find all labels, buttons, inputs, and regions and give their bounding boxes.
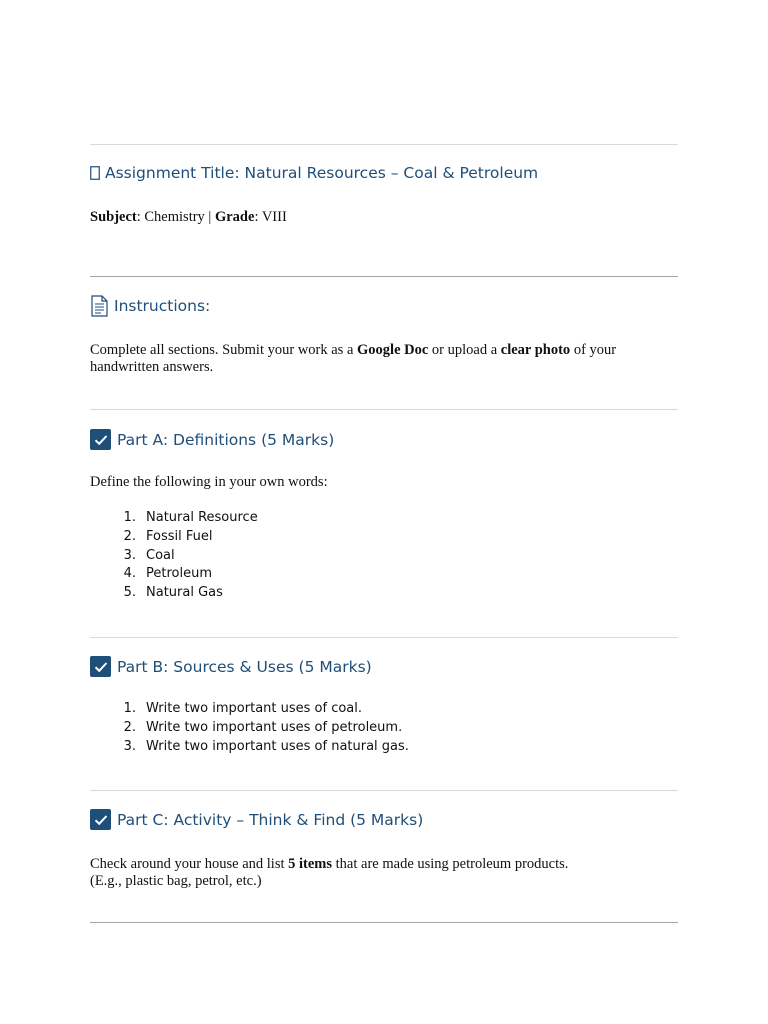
items-count-emphasis: 5 items <box>288 856 333 872</box>
document-icon <box>90 295 108 317</box>
grade-value: : VIII <box>254 209 287 225</box>
list-item: 4. Petroleum <box>112 565 258 584</box>
check-mark-icon <box>90 429 111 450</box>
list-item: 2. Write two important uses of petroleum. <box>112 719 409 738</box>
divider <box>90 790 678 791</box>
list-item-text: Fossil Fuel <box>146 528 213 544</box>
subject-grade-line <box>90 209 678 226</box>
divider <box>90 276 678 277</box>
list-item-text: Natural Gas <box>146 585 223 601</box>
divider <box>90 144 678 145</box>
part-a-list <box>112 509 258 603</box>
divider <box>90 637 678 638</box>
list-item-text: Write two important uses of natural gas. <box>146 738 409 754</box>
subject-label: Subject <box>90 209 137 225</box>
list-item-text: Write two important uses of petroleum. <box>146 719 403 735</box>
part-c-text-part: Check around your house and list <box>90 856 289 872</box>
list-item-text: Petroleum <box>146 566 212 582</box>
list-item: 3. Coal <box>112 547 258 566</box>
list-item: 2. Fossil Fuel <box>112 528 258 547</box>
check-mark-icon <box>90 809 111 830</box>
instructions-heading-text: Instructions: <box>114 297 211 315</box>
check-mark-icon <box>90 656 111 677</box>
part-c-line-1 <box>90 856 678 873</box>
list-item-text: Coal <box>146 547 175 563</box>
part-c-line-2: (E.g., plastic bag, petrol, etc.) <box>90 873 262 889</box>
grade-label: Grade <box>214 209 255 225</box>
part-c-text <box>90 856 678 890</box>
clipboard-icon <box>90 166 100 180</box>
instructions-text-part: of your handwritten answers. <box>90 342 617 375</box>
subject-value: : Chemistry | <box>136 209 215 225</box>
instructions-text <box>90 342 678 376</box>
part-a-heading-text: Part A: Definitions (5 Marks) <box>117 430 335 449</box>
google-doc-emphasis: Google Doc <box>357 342 429 358</box>
list-item: 3. Write two important uses of natural gas. <box>112 738 409 757</box>
part-c-text-part: that are made using petroleum products. <box>332 856 569 872</box>
list-item-text: Write two important uses of coal. <box>146 701 363 716</box>
list-item: 1. Write two important uses of coal. <box>112 700 409 719</box>
clear-photo-emphasis: clear photo <box>500 342 571 358</box>
part-a-intro: Define the following in your own words: <box>90 474 328 490</box>
instructions-heading <box>90 295 210 317</box>
list-item: 1. Natural Resource <box>112 509 258 528</box>
divider <box>90 922 678 923</box>
list-item: 5. Natural Gas <box>112 584 258 603</box>
part-a-heading <box>90 429 334 450</box>
part-b-list <box>112 700 409 756</box>
list-item-text: Natural Resource <box>146 510 258 525</box>
part-c-heading <box>90 809 423 830</box>
part-b-heading <box>90 656 372 677</box>
divider <box>90 409 678 410</box>
assignment-title <box>90 164 538 182</box>
instructions-text-part: Complete all sections. Submit your work as a <box>90 342 358 358</box>
part-b-heading-text: Part B: Sources & Uses (5 Marks) <box>117 657 372 676</box>
assignment-title-text: Assignment Title: Natural Resources – Coal & Petroleum <box>105 164 539 182</box>
instructions-text-part: or upload a <box>428 342 501 358</box>
part-c-heading-text: Part C: Activity – Think & Find (5 Marks) <box>117 810 424 829</box>
